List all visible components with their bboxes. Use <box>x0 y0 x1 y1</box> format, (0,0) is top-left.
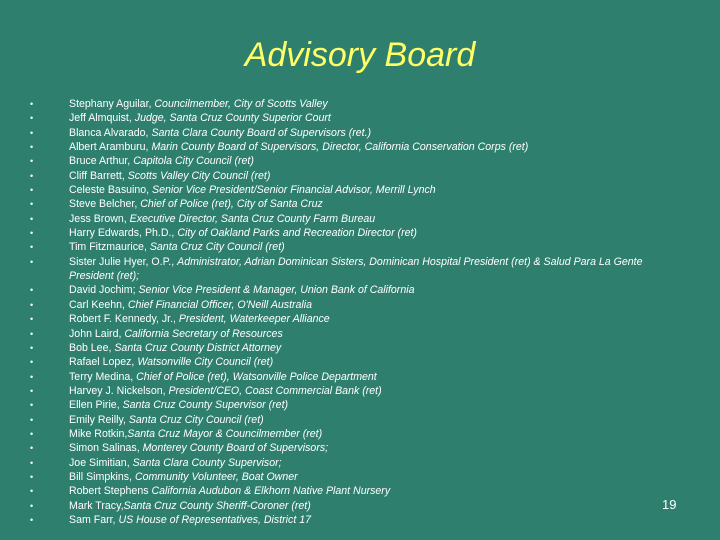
bullet-icon: • <box>30 242 34 253</box>
list-item <box>30 226 680 240</box>
member-entry <box>69 384 680 398</box>
bullet-icon: • <box>30 371 34 382</box>
list-item <box>30 355 680 369</box>
member-name: Joe Simitian, <box>69 456 133 469</box>
member-entry <box>69 355 680 369</box>
member-name: Carl Keehn, <box>69 298 128 311</box>
list-item <box>30 255 680 284</box>
member-role: City of Oakland Parks and Recreation Director (ret) <box>177 227 417 240</box>
member-entry <box>69 97 680 111</box>
bullet-icon: • <box>30 113 34 124</box>
member-role: Administrator, Adrian Dominican Sisters, Dominican Hospital President (ret) & Salud Para La Gente President (ret); <box>69 255 643 283</box>
member-name: Harvey J. Nickelson, <box>69 384 169 397</box>
member-name: Emily Reilly, <box>69 413 129 426</box>
member-name: Simon Salinas, <box>69 442 143 455</box>
member-name: Steve Belcher, <box>69 198 141 211</box>
member-name: Harry Edwards, Ph.D., <box>69 227 178 240</box>
member-role: Chief Financial Officer, O'Neill Australia <box>127 298 313 311</box>
member-entry <box>69 499 680 513</box>
list-item <box>30 240 680 254</box>
member-role: Scotts Valley City Council (ret) <box>127 169 271 182</box>
list-item <box>30 413 680 427</box>
member-role: Marin County Board of Supervisors, Director, California Conservation Corps (ret) <box>151 141 529 154</box>
member-role: California Audubon & Elkhorn Native Plant Nursery <box>151 485 391 498</box>
member-entry <box>69 140 680 154</box>
member-role: Chief of Police (ret), Watsonville Police Department <box>136 370 377 383</box>
list-item <box>30 513 680 527</box>
member-role: Santa Cruz County Supervisor (ret) <box>122 399 289 412</box>
list-item <box>30 140 680 154</box>
member-entry <box>69 226 680 240</box>
list-item <box>30 169 680 183</box>
member-entry <box>69 111 680 125</box>
bullet-icon: • <box>30 185 34 196</box>
list-item <box>30 484 680 498</box>
bullet-icon: • <box>30 156 34 167</box>
member-role: Santa Clara County Supervisor; <box>132 456 282 469</box>
bullet-icon: • <box>30 314 34 325</box>
member-entry <box>69 312 680 326</box>
member-name: Tim Fitzmaurice, <box>69 241 150 254</box>
member-name: Jess Brown, <box>69 212 130 225</box>
member-role: Santa Cruz Mayor & Councilmember (ret) <box>127 427 323 440</box>
bullet-icon: • <box>30 385 34 396</box>
bullet-icon: • <box>30 127 34 138</box>
member-name: Albert Aramburu, <box>69 141 152 154</box>
bullet-icon: • <box>30 256 34 267</box>
bullet-icon: • <box>30 142 34 153</box>
member-name: Bruce Arthur, <box>69 155 134 168</box>
member-name: Celeste Basuino, <box>69 184 153 197</box>
member-name: David Jochim; <box>69 284 139 297</box>
member-entry <box>69 183 680 197</box>
member-entry <box>69 427 680 441</box>
list-item <box>30 470 680 484</box>
member-role: Councilmember, City of Scotts Valley <box>154 98 328 110</box>
member-role: Executive Director, Santa Cruz County Farm Bureau <box>129 212 376 225</box>
member-entry <box>69 298 680 312</box>
advisory-board-list <box>30 97 680 527</box>
member-role: Judge, Santa Cruz County Superior Court <box>134 112 331 125</box>
bullet-icon: • <box>30 514 34 525</box>
member-name: Bill Simpkins, <box>69 470 135 483</box>
list-item <box>30 212 680 226</box>
bullet-icon: • <box>30 357 34 368</box>
list-item <box>30 384 680 398</box>
bullet-icon: • <box>30 342 34 353</box>
member-role: Monterey County Board of Supervisors; <box>142 442 329 455</box>
member-role: California Secretary of Resources <box>124 327 283 340</box>
bullet-icon: • <box>30 299 34 310</box>
list-item <box>30 97 680 111</box>
bullet-icon: • <box>30 400 34 411</box>
member-role: Santa Cruz City Council (ret) <box>149 241 285 254</box>
list-item <box>30 197 680 211</box>
member-role: Capitola City Council (ret) <box>133 155 254 168</box>
member-role: Senior Vice President/Senior Financial Advisor, Merrill Lynch <box>152 184 436 197</box>
member-name: Mark Tracy, <box>69 499 124 512</box>
bullet-icon: • <box>30 443 34 454</box>
bullet-icon: • <box>30 170 34 181</box>
bullet-icon: • <box>30 199 34 210</box>
member-role: Watsonville City Council (ret) <box>137 356 274 369</box>
member-name: Mike Rotkin, <box>69 427 128 440</box>
member-name: Sister Julie Hyer, O.P., <box>69 255 178 268</box>
member-name: Bob Lee, <box>69 341 115 354</box>
bullet-icon: • <box>30 457 34 468</box>
member-name: Robert F. Kennedy, Jr., <box>69 313 179 326</box>
member-name: Robert Stephens <box>69 485 152 498</box>
bullet-icon: • <box>30 414 34 425</box>
bullet-icon: • <box>30 471 34 482</box>
member-role: Senior Vice President & Manager, Union Bank of California <box>138 284 415 297</box>
member-entry <box>69 441 680 455</box>
member-name: Rafael Lopez, <box>69 356 138 369</box>
member-entry <box>69 513 680 527</box>
member-role: Santa Cruz City Council (ret) <box>128 413 264 426</box>
bullet-icon: • <box>30 99 34 109</box>
list-item <box>30 126 680 140</box>
member-name: Ellen Pirie, <box>69 399 123 412</box>
member-entry <box>69 154 680 168</box>
member-entry <box>69 327 680 341</box>
member-entry <box>69 197 680 211</box>
list-item <box>30 370 680 384</box>
list-item <box>30 298 680 312</box>
list-item <box>30 312 680 326</box>
member-entry <box>69 212 680 226</box>
member-entry <box>69 341 680 355</box>
bullet-icon: • <box>30 285 34 296</box>
member-name: Stephany Aguilar, <box>69 98 155 110</box>
list-item <box>30 499 680 513</box>
member-name: Jeff Almquist, <box>69 112 135 125</box>
list-item <box>30 183 680 197</box>
member-name: Terry Medina, <box>69 370 137 383</box>
member-role: Chief of Police (ret), City of Santa Cruz <box>140 198 323 211</box>
member-entry <box>69 126 680 140</box>
member-name: John Laird, <box>69 327 125 340</box>
member-entry <box>69 240 680 254</box>
page-number: 19 <box>662 497 677 512</box>
member-name: Blanca Alvarado, <box>69 126 152 139</box>
list-item <box>30 283 680 297</box>
member-role: President/CEO, Coast Commercial Bank (ret) <box>168 384 382 397</box>
bullet-icon: • <box>30 428 34 439</box>
list-item <box>30 327 680 341</box>
member-role: Santa Clara County Board of Supervisors (ret.) <box>151 126 372 139</box>
bullet-icon: • <box>30 228 34 239</box>
member-role: Santa Cruz County District Attorney <box>114 341 282 354</box>
list-item <box>30 111 680 125</box>
bullet-icon: • <box>30 328 34 339</box>
member-role: President, Waterkeeper Alliance <box>178 313 330 326</box>
member-name: Cliff Barrett, <box>69 169 128 182</box>
list-item <box>30 341 680 355</box>
list-item <box>30 398 680 412</box>
member-entry <box>69 283 680 297</box>
member-entry <box>69 169 680 183</box>
member-name: Sam Farr, <box>69 513 119 526</box>
bullet-icon: • <box>30 486 34 497</box>
member-role: Community Volunteer, Boat Owner <box>134 470 298 483</box>
member-entry <box>69 370 680 384</box>
member-entry <box>69 255 680 284</box>
member-entry <box>69 470 680 484</box>
bullet-icon: • <box>30 213 34 224</box>
slide-title: Advisory Board <box>244 36 476 74</box>
list-item <box>30 427 680 441</box>
member-entry <box>69 484 680 498</box>
list-item <box>30 456 680 470</box>
list-item <box>30 154 680 168</box>
member-role: US House of Representatives, District 17 <box>118 513 311 526</box>
member-entry <box>69 456 680 470</box>
member-entry <box>69 398 680 412</box>
list-item <box>30 441 680 455</box>
member-role: Santa Cruz County Sheriff-Coroner (ret) <box>123 499 311 512</box>
member-entry <box>69 413 680 427</box>
bullet-icon: • <box>30 500 34 511</box>
